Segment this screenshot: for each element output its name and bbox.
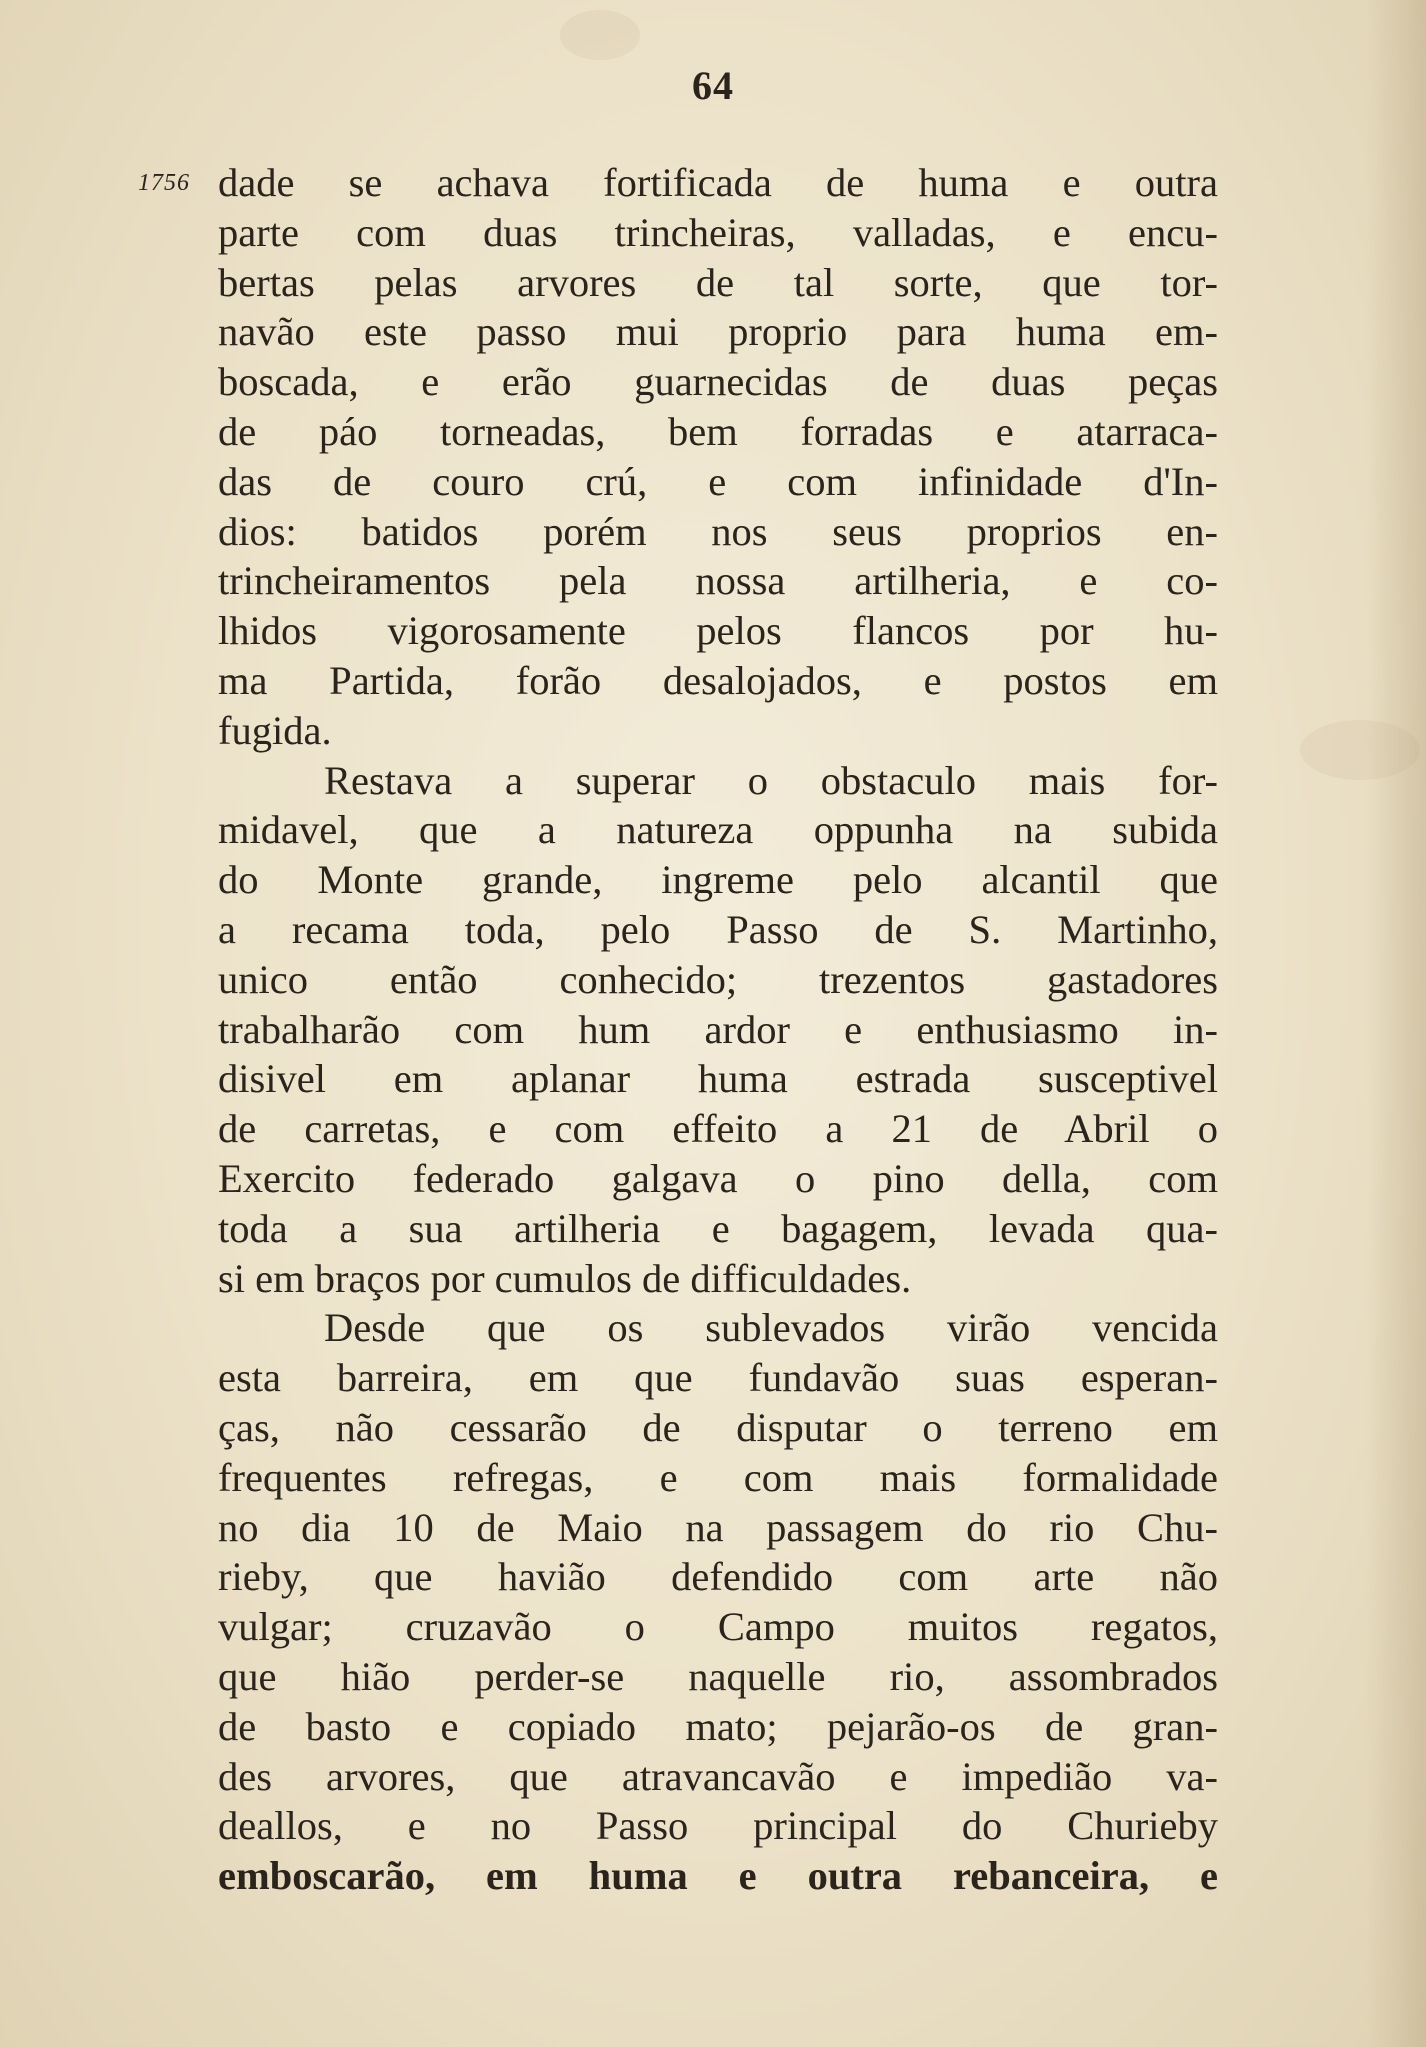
page-edge-shadow (1366, 0, 1426, 2047)
text-line: frequentes refregas, e com mais formalidade (218, 1454, 1218, 1500)
text-line: si em braços por cumulos de difficuldades. (218, 1255, 912, 1301)
text-line: Exercito federado galgava o pino della, com (218, 1155, 1218, 1201)
text-line: de carretas, e com effeito a 21 de Abril o (218, 1106, 1218, 1152)
text-line: des arvores, que atravancavão e impedião va- (218, 1753, 1218, 1799)
text-line: disivel em aplanar huma estrada susceptivel (218, 1056, 1218, 1102)
text-line: rieby, que havião defendido com arte não (218, 1554, 1218, 1600)
text-line: parte com duas trincheiras, valladas, e encu- (218, 209, 1218, 255)
paper-stain (560, 10, 640, 60)
margin-year-note: 1756 (138, 170, 190, 196)
text-line: bertas pelas arvores de tal sorte, que tor- (218, 259, 1218, 305)
text-line: midavel, que a natureza oppunha na subida (218, 807, 1218, 853)
text-line: boscada, e erão guarnecidas de duas peças (218, 359, 1218, 405)
paragraph (218, 158, 1218, 756)
text-line: fugida. (218, 707, 332, 753)
text-line: lhidos vigorosamente pelos flancos por hu- (218, 608, 1218, 654)
text-line: dade se achava fortificada de huma e outra (218, 160, 1218, 205)
text-line: de páo torneadas, bem forradas e atarraca- (218, 408, 1218, 454)
text-line: ças, não cessarão de disputar o terreno em (218, 1404, 1218, 1450)
text-line: a recama toda, pelo Passo de S. Martinho, (218, 906, 1218, 952)
page-number: 64 (692, 63, 734, 108)
body-text (218, 158, 1218, 1901)
text-line: das de couro crú, e com infinidade d'In- (218, 458, 1218, 504)
text-line: toda a sua artilheria e bagagem, levada qua- (218, 1205, 1218, 1251)
text-line: no dia 10 de Maio na passagem do rio Chu- (218, 1504, 1218, 1550)
paragraph (218, 1303, 1218, 1901)
text-line: ma Partida, forão desalojados, e postos em (218, 657, 1218, 703)
text-line: navão este passo mui proprio para huma em- (218, 309, 1218, 355)
text-line: que hião perder-se naquelle rio, assombrados (218, 1653, 1218, 1699)
paper-stain (1300, 720, 1420, 780)
text-line: trincheiramentos pela nossa artilheria, e co- (218, 558, 1218, 604)
text-line: deallos, e no Passo principal do Churieby (218, 1803, 1218, 1849)
text-line: dios: batidos porém nos seus proprios en- (218, 508, 1218, 554)
text-line: de basto e copiado mato; pejarão-os de gran- (218, 1703, 1218, 1749)
text-line: Restava a superar o obstaculo mais for- (324, 757, 1218, 803)
text-line: esta barreira, em que fundavão suas esperan- (218, 1355, 1218, 1401)
text-line: emboscarão, em huma e outra rebanceira, e (218, 1853, 1218, 1899)
text-line: unico então conhecido; trezentos gastadores (218, 956, 1218, 1002)
paragraph (218, 756, 1218, 1304)
text-line: do Monte grande, ingreme pelo alcantil que (218, 857, 1218, 903)
text-line: vulgar; cruzavão o Campo muitos regatos, (218, 1604, 1218, 1650)
text-line: trabalharão com hum ardor e enthusiasmo in- (218, 1006, 1218, 1052)
text-line: Desde que os sublevados virão vencida (324, 1305, 1218, 1351)
